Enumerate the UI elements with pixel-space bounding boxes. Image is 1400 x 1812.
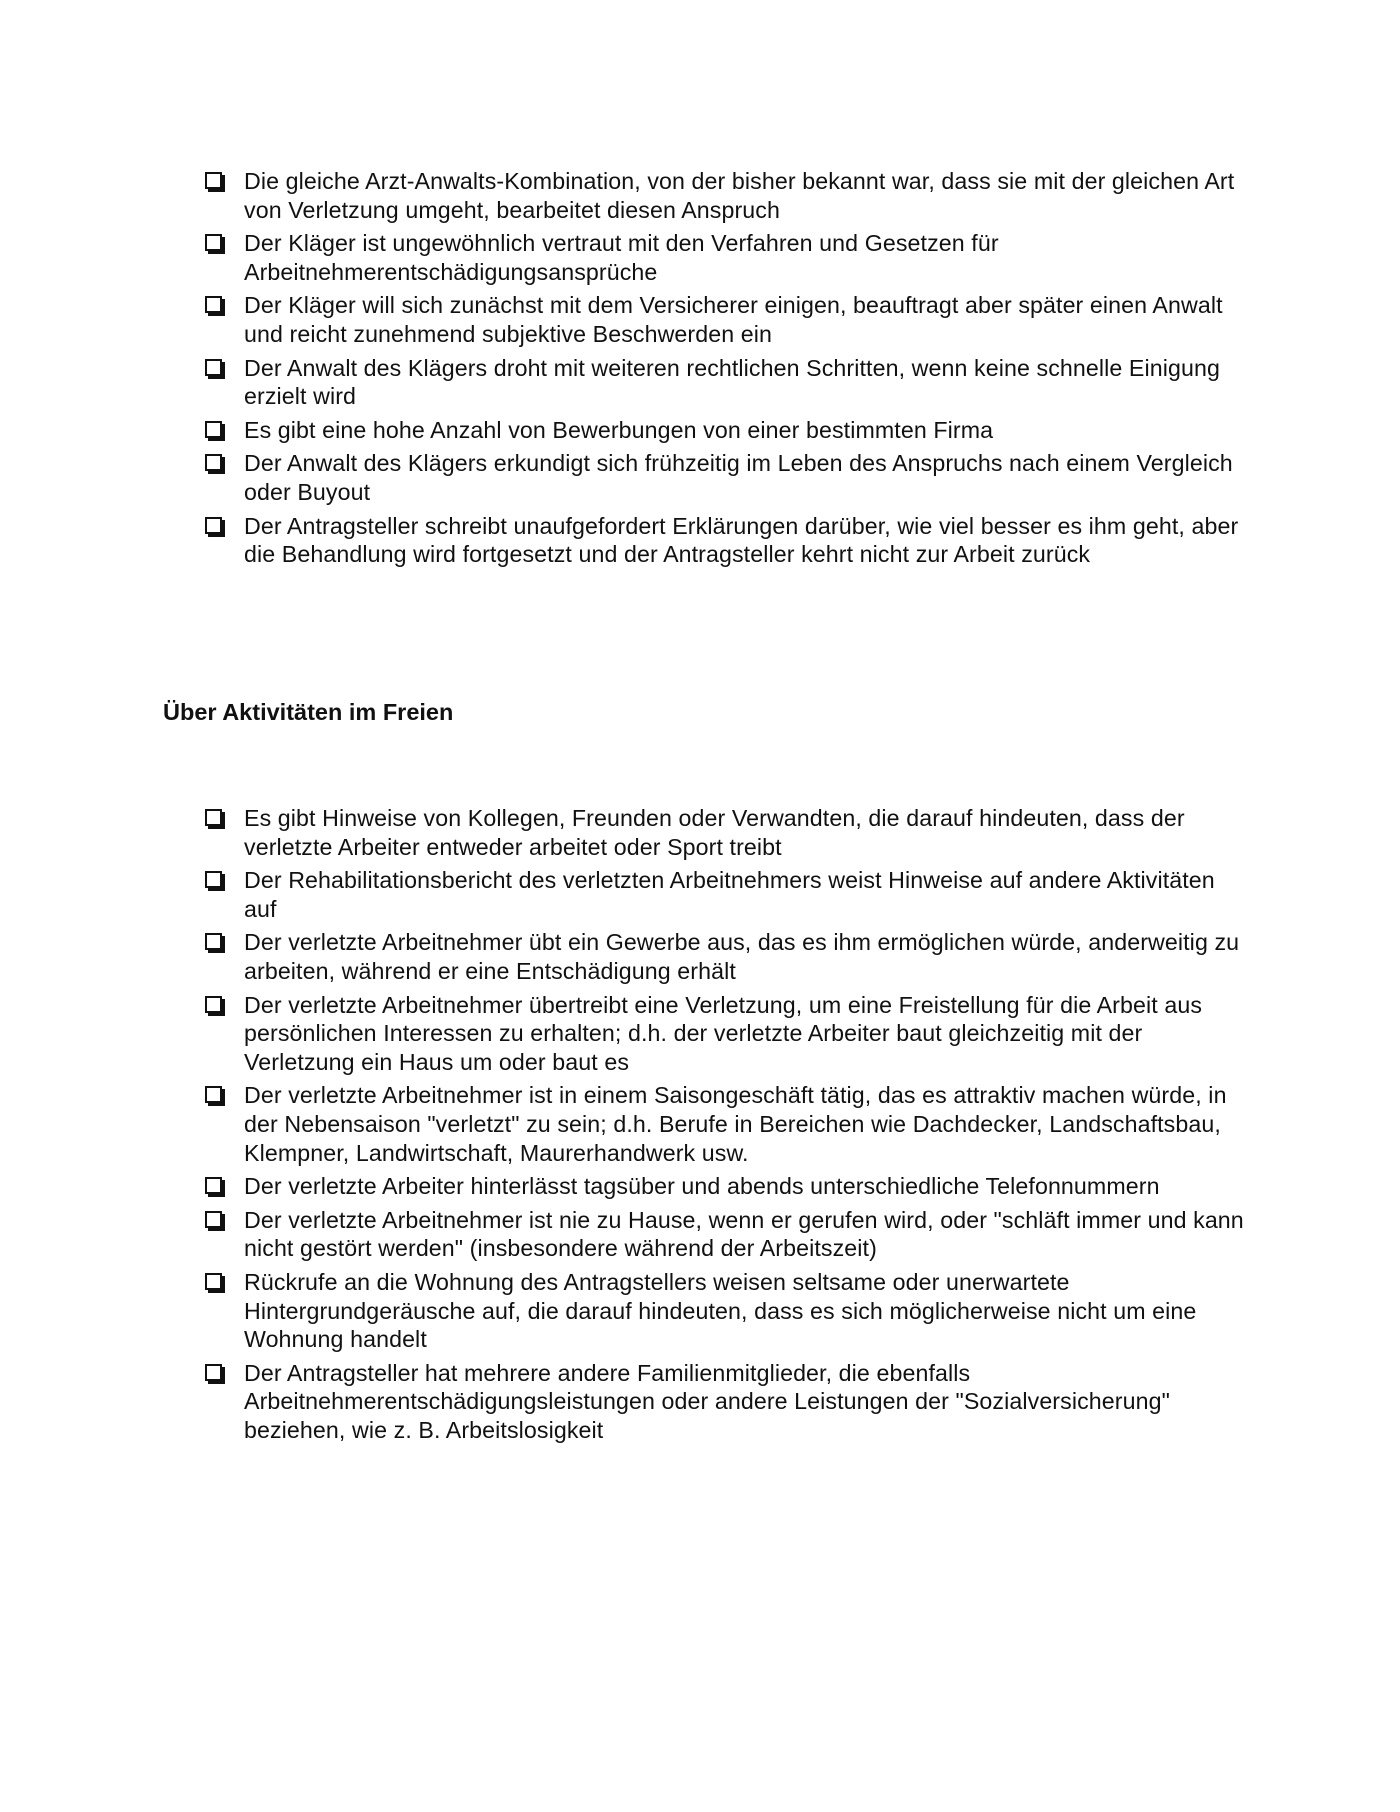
- checkbox-icon[interactable]: [205, 871, 222, 888]
- list-item: [205, 416, 1245, 445]
- list-item-text: Der verletzte Arbeitnehmer übertreibt eine Verletzung, um eine Freistellung für die Arbeit aus persönlichen Interessen zu erhalten; d.h. der verletzte Arbeiter baut gleichzeitig mit der Verletzung ein Haus um oder baut es: [244, 991, 1203, 1075]
- checkbox-icon[interactable]: [205, 996, 222, 1013]
- list-item: [205, 354, 1245, 411]
- list-item: [205, 1081, 1245, 1167]
- list-item: [205, 291, 1245, 348]
- list-item-text: Der Kläger will sich zunächst mit dem Versicherer einigen, beauftragt aber später einen Anwalt und reicht zunehmend subjektive Beschwerden ein: [244, 292, 1223, 347]
- list-item-text: Der Anwalt des Klägers droht mit weiteren rechtlichen Schritten, wenn keine schnelle Einigung erzielt wird: [244, 354, 1220, 410]
- checklist-bottom: [205, 804, 1245, 1449]
- list-item-text: Es gibt Hinweise von Kollegen, Freunden oder Verwandten, die darauf hindeuten, dass der verletzte Arbeiter entweder arbeitet oder Sport treibt: [244, 805, 1185, 860]
- list-item-text: Es gibt eine hohe Anzahl von Bewerbungen von einer bestimmten Firma: [244, 416, 994, 443]
- checkbox-icon[interactable]: [205, 359, 222, 376]
- list-item-text: Der verletzte Arbeitnehmer ist nie zu Hause, wenn er gerufen wird, oder "schläft immer und kann nicht gestört werden" (insbesondere während der Arbeitszeit): [244, 1206, 1244, 1262]
- checkbox-icon[interactable]: [205, 1086, 222, 1103]
- checkbox-icon[interactable]: [205, 172, 222, 189]
- checkbox-icon[interactable]: [205, 1364, 222, 1381]
- checkbox-icon[interactable]: [205, 234, 222, 251]
- checkbox-icon[interactable]: [205, 517, 222, 534]
- checkbox-icon[interactable]: [205, 454, 222, 471]
- list-item: [205, 928, 1245, 985]
- list-item: [205, 991, 1245, 1077]
- checkbox-icon[interactable]: [205, 809, 222, 826]
- list-item-text: Der verletzte Arbeitnehmer ist in einem Saisongeschäft tätig, das es attraktiv machen würde, in der Nebensaison "verletzt" zu sein; d.h. Berufe in Bereichen wie Dachdecker, Landschaftsbau, Klempner, Landwirtschaft, Maurerhandwerk usw.: [244, 1082, 1227, 1166]
- list-item-text: Der Rehabilitationsbericht des verletzten Arbeitnehmers weist Hinweise auf andere Aktivitäten auf: [244, 867, 1215, 922]
- list-item-text: Rückrufe an die Wohnung des Antragstellers weisen seltsame oder unerwartete Hintergrundgeräusche auf, die darauf hindeuten, dass es sich möglicherweise nicht um eine Wohnung handelt: [244, 1268, 1197, 1353]
- list-item-text: Der Anwalt des Klägers erkundigt sich frühzeitig im Leben des Anspruchs nach einem Vergleich oder Buyout: [244, 450, 1233, 505]
- list-item-text: Der verletzte Arbeiter hinterlässt tagsüber und abends unterschiedliche Telefonnummern: [244, 1173, 1160, 1200]
- checkbox-icon[interactable]: [205, 933, 222, 950]
- list-item-text: Der verletzte Arbeitnehmer übt ein Gewerbe aus, das es ihm ermöglichen würde, anderweitig zu arbeiten, während er eine Entschädigung erhält: [244, 929, 1240, 984]
- checkbox-icon[interactable]: [205, 421, 222, 438]
- checkbox-icon[interactable]: [205, 1211, 222, 1228]
- list-item: [205, 449, 1245, 506]
- list-item: [205, 1268, 1245, 1354]
- list-item-text: Der Antragsteller hat mehrere andere Familienmitglieder, die ebenfalls Arbeitnehmerentschädigungsleistungen oder andere Leistungen der "Sozialversicherung" beziehen, wie z. B. Arbeitslosigkeit: [244, 1359, 1170, 1443]
- list-item: [205, 1206, 1245, 1263]
- checkbox-icon[interactable]: [205, 1273, 222, 1290]
- list-item-text: Die gleiche Arzt-Anwalts-Kombination, von der bisher bekannt war, dass sie mit der gleichen Art von Verletzung umgeht, bearbeitet diesen Anspruch: [244, 168, 1235, 223]
- checkbox-icon[interactable]: [205, 296, 222, 313]
- list-item: [205, 512, 1245, 569]
- list-item-text: Der Kläger ist ungewöhnlich vertraut mit den Verfahren und Gesetzen für Arbeitnehmerentschädigungsansprüche: [244, 230, 999, 285]
- checklist-top: [205, 167, 1245, 574]
- section-heading: Über Aktivitäten im Freien: [163, 699, 454, 725]
- list-item: [205, 1359, 1245, 1445]
- list-item: [205, 1172, 1245, 1201]
- checkbox-icon[interactable]: [205, 1177, 222, 1194]
- list-item: [205, 866, 1245, 923]
- list-item: [205, 804, 1245, 861]
- list-item: [205, 167, 1245, 224]
- list-item-text: Der Antragsteller schreibt unaufgefordert Erklärungen darüber, wie viel besser es ihm geht, aber die Behandlung wird fortgesetzt und der Antragsteller kehrt nicht zur Arbeit zurück: [244, 512, 1239, 568]
- list-item: [205, 229, 1245, 286]
